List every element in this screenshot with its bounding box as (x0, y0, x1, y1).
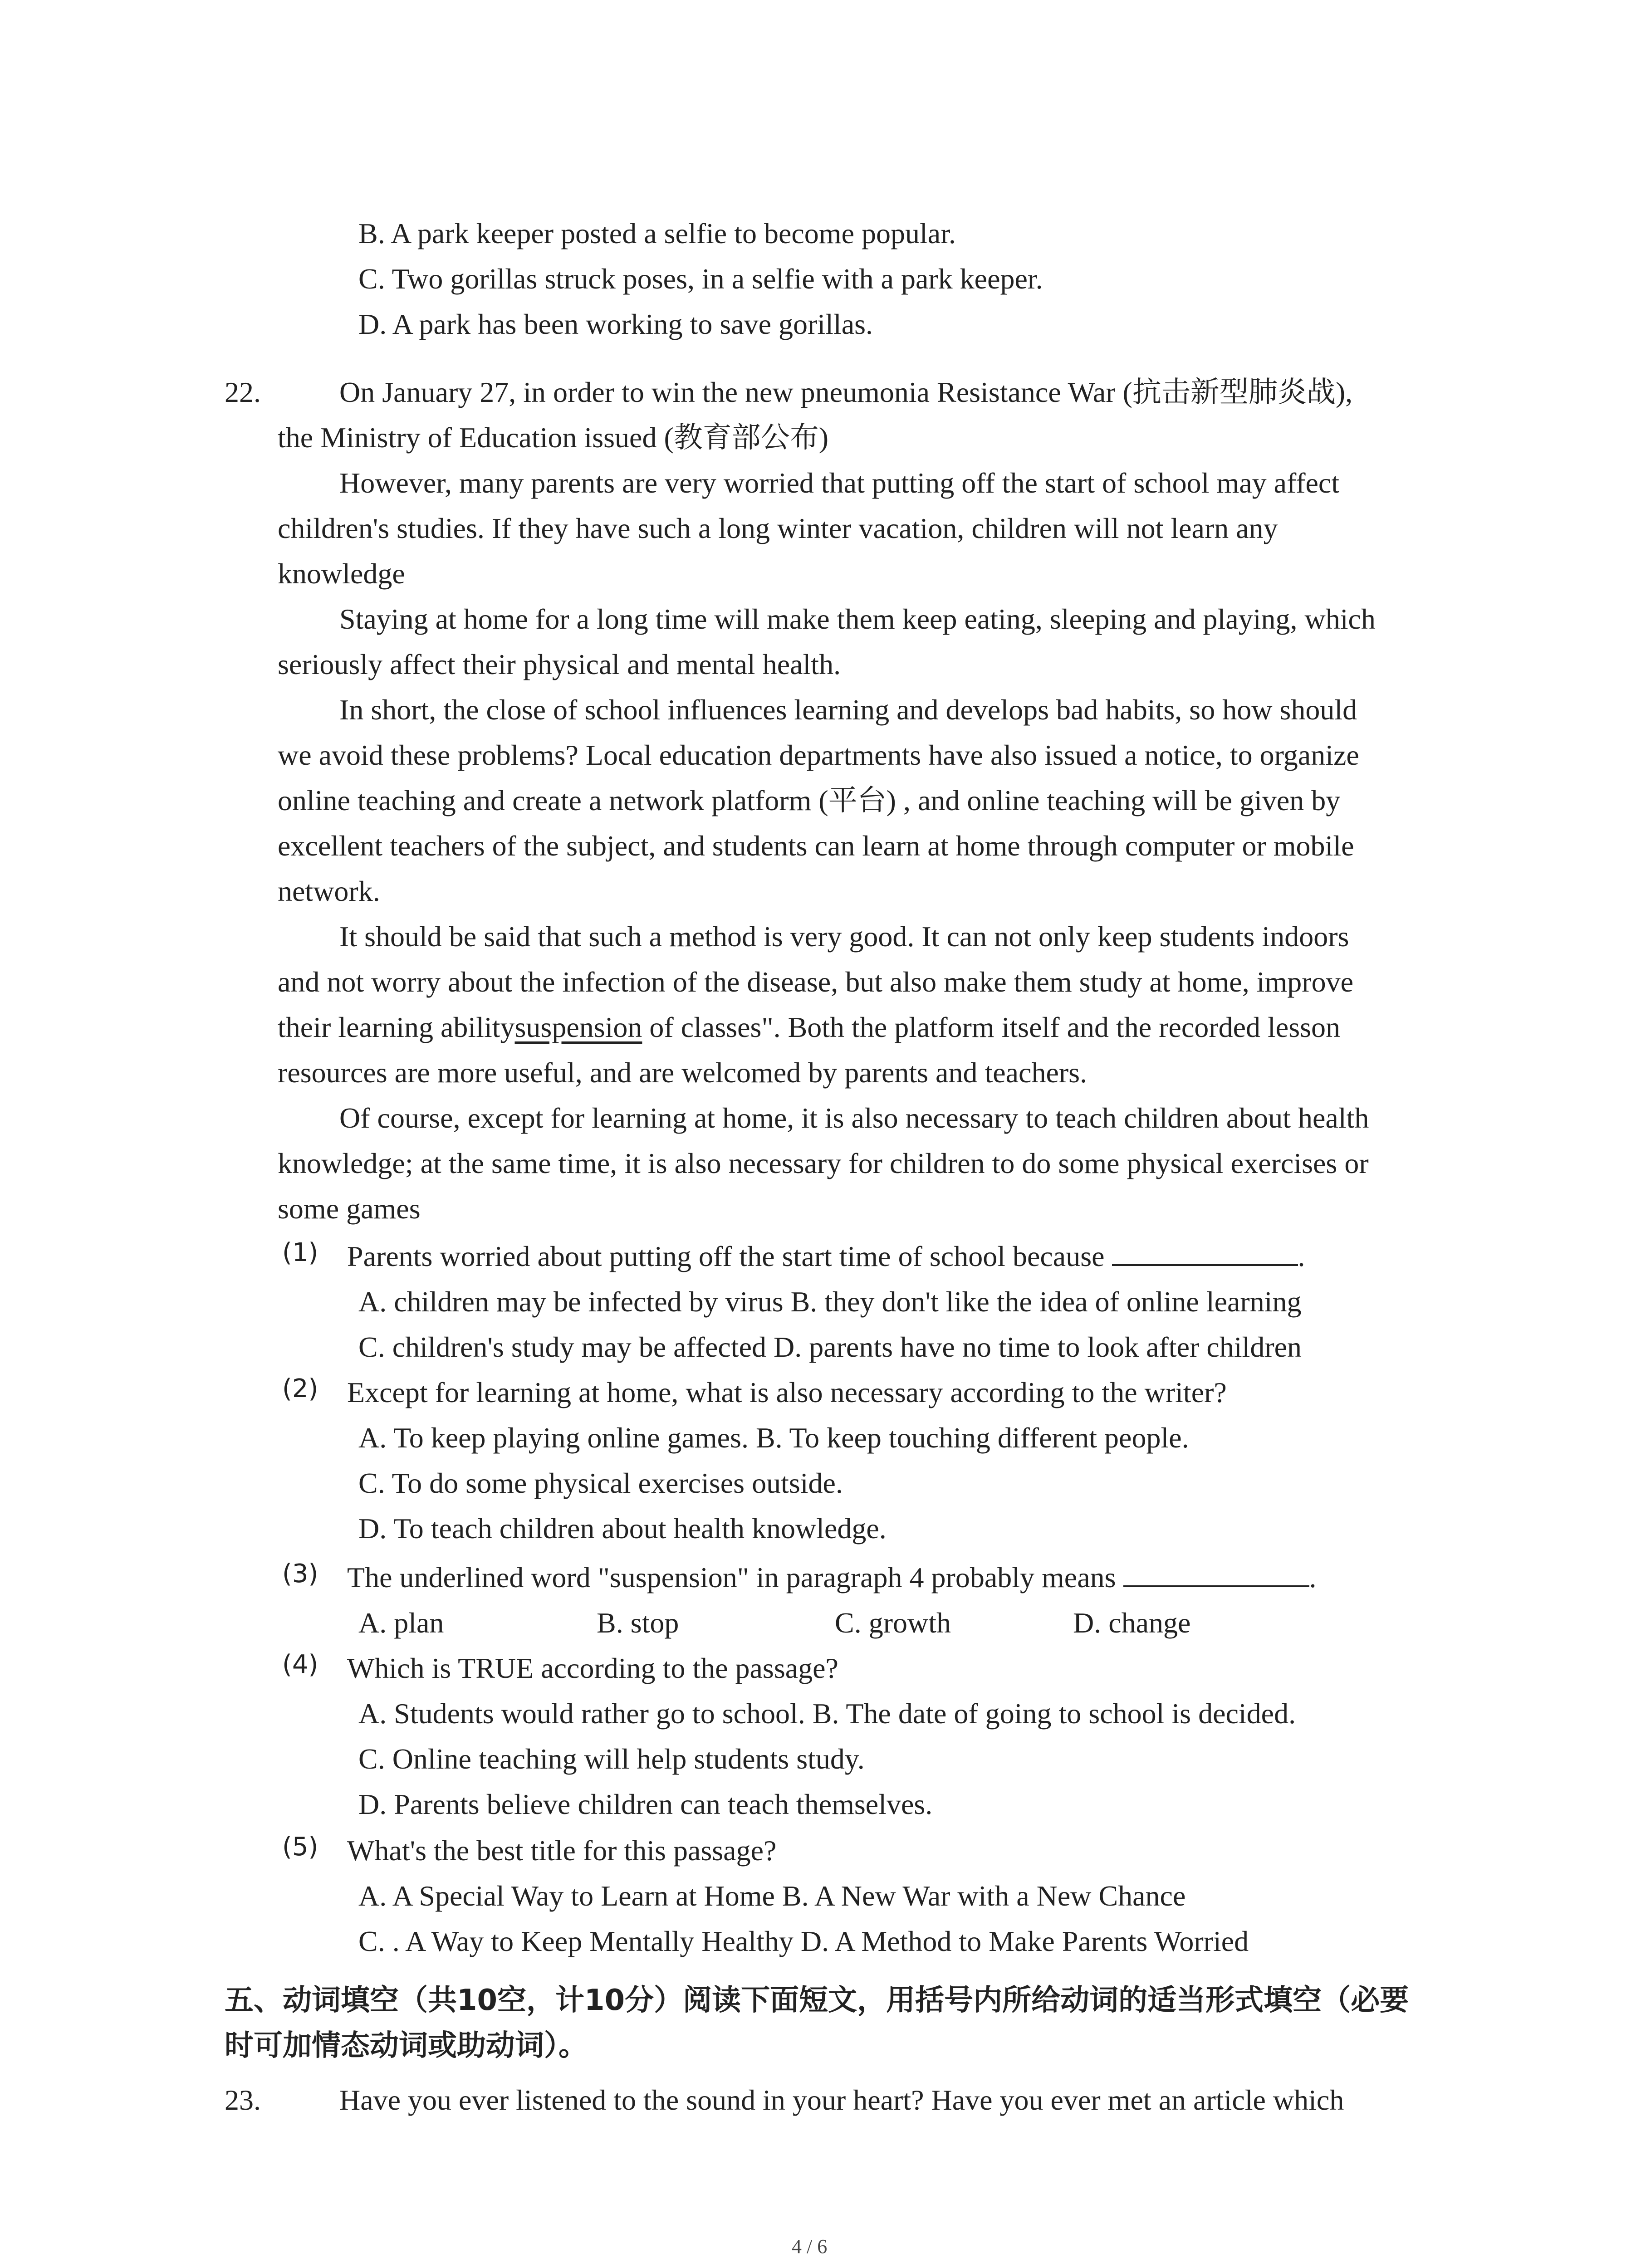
option-c: C. Online teaching will help students study. (358, 1743, 865, 1775)
passage-text: of classes". Both the platform itself and the recorded lesson (642, 1011, 1340, 1043)
passage-line: Of course, except for learning at home, it is also necessary to teach children about health (339, 1102, 1369, 1134)
question-number: 22. (225, 376, 261, 408)
question-number: 23. (225, 2084, 261, 2116)
passage-line: knowledge; at the same time, it is also necessary for children to do some physical exercises or (278, 1147, 1369, 1179)
option-d: D. Parents believe children can teach themselves. (358, 1788, 933, 1820)
section-heading: 五、动词填空（共10空，计10分）阅读下面短文，用括号内所给动词的适当形式填空（必要 (225, 1984, 1409, 2017)
sub-question-number: (3) (282, 1559, 318, 1589)
option-c: C. To do some physical exercises outside. (358, 1467, 843, 1499)
options-ab: A. children may be infected by virus B. they don't like the idea of online learning (358, 1286, 1302, 1318)
sub-question-stem: Parents worried about putting off the start time of school because . (347, 1234, 1305, 1279)
passage-line: Staying at home for a long time will make them keep eating, sleeping and playing, which (339, 603, 1376, 635)
passage-line: Have you ever listened to the sound in your heart? Have you ever met an article which (339, 2084, 1344, 2116)
underlined-word: suspension (514, 1011, 642, 1043)
passage-line: knowledge (278, 557, 405, 590)
options-cd: C. . A Way to Keep Mentally Healthy D. A Method to Make Parents Worried (358, 1925, 1249, 1957)
answer-blank (1123, 1557, 1309, 1587)
option-c: C. growth (835, 1607, 951, 1639)
passage-line: seriously affect their physical and mental health. (278, 648, 841, 680)
passage-line: network. (278, 875, 380, 907)
options-ab: A. A Special Way to Learn at Home B. A New War with a New Chance (358, 1880, 1186, 1912)
section-heading: 时可加情态动词或助动词）。 (225, 2029, 588, 2063)
options-ab: A. To keep playing online games. B. To keep touching different people. (358, 1422, 1189, 1454)
option-b: B. stop (597, 1607, 679, 1639)
passage-line: It should be said that such a method is very good. It can not only keep students indoors (339, 920, 1349, 953)
passage-line: excellent teachers of the subject, and students can learn at home through computer or mobile (278, 830, 1354, 862)
passage-line: children's studies. If they have such a long winter vacation, children will not learn any (278, 512, 1278, 544)
q21-option-c: C. Two gorillas struck poses, in a selfie with a park keeper. (358, 263, 1043, 295)
option-a: A. plan (358, 1607, 444, 1639)
sub-question-stem: Which is TRUE according to the passage? (347, 1652, 838, 1684)
sub-question-stem: What's the best title for this passage? (347, 1834, 777, 1867)
q21-option-b: B. A park keeper posted a selfie to become popular. (358, 217, 956, 249)
passage-line: online teaching and create a network platform (平台) , and online teaching will be given by (278, 784, 1341, 816)
passage-line (278, 1005, 1340, 1050)
options-cd: C. children's study may be affected D. parents have no time to look after children (358, 1331, 1302, 1363)
answer-blank (1112, 1236, 1298, 1266)
passage-line: and not worry about the infection of the disease, but also make them study at home, improve (278, 966, 1353, 998)
passage-text: their learning ability (278, 1011, 515, 1043)
page-number: 4 / 6 (792, 2235, 828, 2258)
passage-line: some games (278, 1193, 421, 1225)
sub-question-number: (1) (282, 1238, 318, 1267)
option-d: D. change (1073, 1607, 1191, 1639)
passage-line: we avoid these problems? Local education departments have also issued a notice, to organize (278, 739, 1359, 771)
sub-question-stem: The underlined word "suspension" in paragraph 4 probably means . (347, 1555, 1317, 1600)
option-d: D. To teach children about health knowledge. (358, 1512, 887, 1545)
passage-line: On January 27, in order to win the new pneumonia Resistance War (抗击新型肺炎战), (339, 376, 1353, 408)
passage-line: However, many parents are very worried that putting off the start of school may affect (339, 467, 1340, 499)
options-ab: A. Students would rather go to school. B. The date of going to school is decided. (358, 1697, 1296, 1730)
passage-line: the Ministry of Education issued (教育部公布) (278, 421, 829, 454)
sub-question-stem: Except for learning at home, what is also necessary according to the writer? (347, 1376, 1227, 1408)
sub-question-number: (2) (282, 1374, 318, 1403)
q21-option-d: D. A park has been working to save gorillas. (358, 308, 873, 340)
passage-line: In short, the close of school influences learning and develops bad habits, so how should (339, 694, 1357, 726)
sub-question-number: (4) (282, 1650, 318, 1679)
passage-line: resources are more useful, and are welcomed by parents and teachers. (278, 1056, 1087, 1089)
sub-question-number: (5) (282, 1832, 318, 1862)
